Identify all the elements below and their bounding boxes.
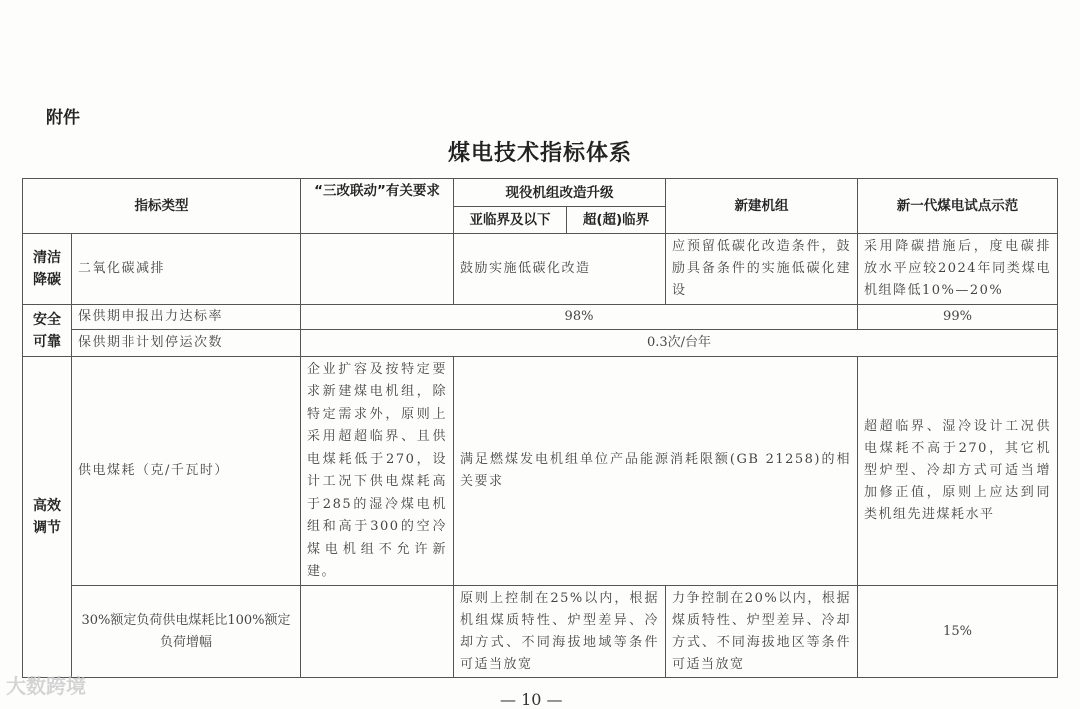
new-units-load: 力争控制在20%以内，根据煤质特性、炉型差异、冷却方式、不同海拔地区等条件可适当放宽 — [666, 586, 858, 678]
header-supercritical: 超(超)临界 — [567, 207, 666, 234]
attachment-label: 附件 — [46, 108, 80, 128]
new-units-co2: 应预留低碳化改造条件，鼓励具备条件的实施低碳化建设 — [666, 234, 858, 305]
value-output-rate: 98% — [301, 305, 858, 330]
page-title: 煤电技术指标体系 — [447, 141, 632, 166]
three-reform-load — [301, 586, 454, 678]
indicator-outage: 保供期非计划停运次数 — [72, 330, 301, 357]
indicator-output-rate: 保供期申报出力达标率 — [72, 305, 301, 330]
indicator-co2: 二氧化碳减排 — [72, 234, 301, 305]
header-new-gen: 新一代煤电试点示范 — [858, 179, 1058, 234]
existing-new-coal: 满足燃煤发电机组单位产品能源消耗限额(GB 21258)的相关要求 — [454, 357, 858, 586]
category-efficiency: 高效调节 — [23, 357, 72, 678]
header-three-reform: “三改联动”有关要求 — [301, 179, 454, 234]
category-clean: 清洁降碳 — [23, 234, 72, 305]
value-outage: 0.3次/台年 — [301, 330, 1058, 357]
header-indicator-type: 指标类型 — [23, 179, 301, 234]
existing-load: 原则上控制在25%以内，根据机组煤质特性、炉型差异、冷却方式、不同海拔地域等条件可适当放宽 — [454, 586, 666, 678]
indicator-load-increase: 30%额定负荷供电煤耗比100%额定负荷增幅 — [72, 586, 301, 678]
three-reform-coal: 企业扩容及按特定要求新建煤电机组，除特定需求外，原则上采用超超临界、且供电煤耗低于270，设计工况下供电煤耗高于285的湿冷煤电机组和高于300的空冷煤电机组不允许新建。 — [301, 357, 454, 586]
new-gen-co2: 采用降碳措施后，度电碳排放水平应较2024年同类煤电机组降低10%—20% — [858, 234, 1058, 305]
header-new-units: 新建机组 — [666, 179, 858, 234]
page-number: — 10 — — [500, 690, 563, 709]
new-gen-load: 15% — [858, 586, 1058, 678]
watermark: 大数跨境 — [6, 674, 86, 698]
header-subcritical: 亚临界及以下 — [454, 207, 567, 234]
existing-co2: 鼓励实施低碳化改造 — [454, 234, 666, 305]
indicator-table — [22, 178, 1058, 678]
header-existing: 现役机组改造升级 — [454, 179, 666, 207]
three-reform-co2 — [301, 234, 454, 305]
category-safety: 安全可靠 — [23, 305, 72, 357]
indicator-coal-consumption: 供电煤耗（克/千瓦时） — [72, 357, 301, 586]
new-gen-output-rate: 99% — [858, 305, 1058, 330]
new-gen-coal: 超超临界、湿冷设计工况供电煤耗不高于270，其它机型炉型、冷却方式可适当增加修正值，原则上应达到同类机组先进煤耗水平 — [858, 357, 1058, 586]
